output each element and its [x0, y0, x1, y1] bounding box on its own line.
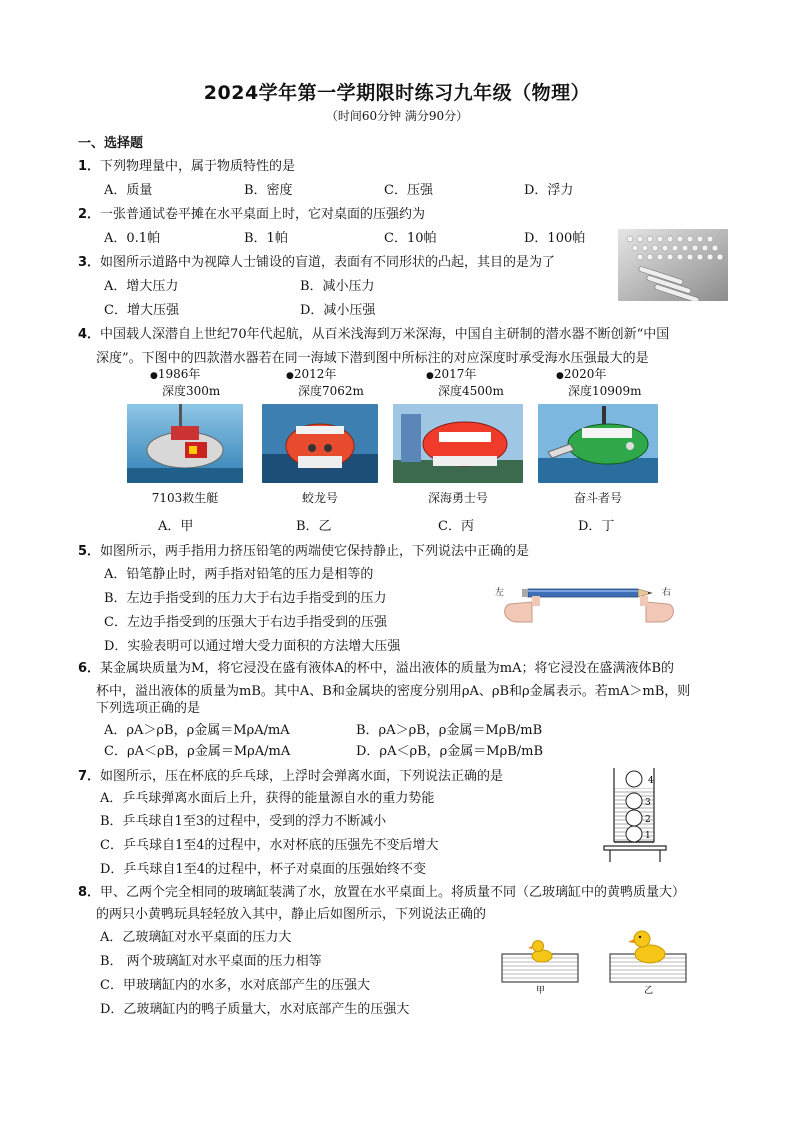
sub4-label: ●2020年 深度10909m	[556, 367, 642, 398]
q6-option-b: B．ρA＞ρB，ρ金属＝MρB/mB	[356, 723, 543, 738]
question-text: 如图所示，两手指用力挤压铅笔的两端使它保持静止，下列说法中正确的是	[100, 544, 530, 559]
q1-option-d: D．浮力	[524, 183, 574, 198]
q3-option-b: B．减小压力	[300, 279, 375, 294]
question-4-line2: 深度”。下图中的四款潜水器若在同一海域下潜到图中所标注的对应深度时承受海水压强最大的是	[96, 351, 649, 366]
question-2	[78, 203, 425, 222]
sub4-depth: 深度10909m	[568, 384, 642, 398]
question-text: 一张普通试卷平摊在水平桌面上时，它对桌面的压强约为	[100, 207, 426, 222]
duck-tanks-figure	[498, 924, 698, 994]
q7-option-d: D．乒乓球自1至4的过程中，杯子对桌面的压强始终不变	[100, 862, 426, 877]
question-number: 7．	[78, 769, 101, 784]
question-number: 1．	[78, 159, 101, 174]
q3-option-d: D．减小压强	[300, 303, 376, 318]
ball-label-2: 2	[645, 815, 651, 825]
q7-option-c: C．乒乓球自1至4的过程中，水对杯底的压强先不变后增大	[100, 838, 439, 853]
question-3	[78, 251, 555, 270]
question-6-line2: 杯中，溢出液体的质量为mB。其中A、B和金属块的密度分别用ρA、ρB和ρ金属表示。若mA＞mB，则	[96, 684, 691, 699]
left-label: 左	[495, 588, 505, 598]
question-7	[78, 765, 503, 784]
q1-option-c: C．压强	[384, 183, 433, 198]
q6-option-c: C．ρA＜ρB，ρ金属＝MρA/mA	[104, 744, 291, 759]
q4-option-c: C．丙	[438, 519, 474, 534]
fendouzhe-photo	[538, 404, 658, 483]
submersible-7103-photo	[127, 404, 243, 483]
q5-option-a: A．铅笔静止时，两手指对铅笔的压力是相等的	[104, 567, 374, 582]
sub1-year: 1986年	[157, 367, 201, 381]
ball-label-3: 3	[645, 798, 651, 808]
right-label: 右	[662, 588, 672, 598]
question-text: 下列物理量中，属于物质特性的是	[100, 159, 296, 174]
sub2-label: ●2012年 深度7062m	[286, 367, 364, 398]
tactile-paving-photo	[618, 229, 728, 301]
q2-option-d: D．100帕	[524, 231, 586, 246]
q4-option-b: B．乙	[296, 519, 332, 534]
question-6	[78, 657, 674, 676]
sub4-year: 2020年	[563, 367, 607, 381]
sub4-name: 奋斗者号	[573, 491, 622, 505]
question-number: 3．	[78, 255, 101, 270]
q8-option-d: D．乙玻璃缸内的鸭子质量大，水对底部产生的压强大	[100, 1002, 410, 1017]
sub3-label: ●2017年 深度4500m	[426, 367, 504, 398]
sub2-name: 蛟龙号	[301, 491, 338, 505]
question-number: 4．	[78, 327, 101, 342]
q7-option-a: A．乒乓球弹离水面后上升，获得的能量源自水的重力势能	[100, 791, 435, 806]
question-text: 中国载人深潜自上世纪70年代起航，从百米浅海到万米深海，中国自主研制的潜水器不断创新“中国	[100, 327, 670, 342]
question-5	[78, 540, 529, 559]
q5-option-c: C．左边手指受到的压强大于右边手指受到的压强	[104, 615, 387, 630]
q3-option-a: A．增大压力	[104, 279, 179, 294]
question-text: 如图所示，压在杯底的乒乓球，上浮时会弹离水面，下列说法正确的是	[100, 769, 504, 784]
q6-option-a: A．ρA＞ρB，ρ金属＝MρA/mA	[104, 723, 290, 738]
page-title: 2024学年第一学期限时练习九年级（物理）	[203, 82, 591, 104]
q8-option-a: A．乙玻璃缸对水平桌面的压力大	[100, 930, 292, 945]
question-8	[78, 881, 685, 900]
question-text: 某金属块质量为M，将它浸没在盛有液体A的杯中，溢出液体的质量为mA；将它浸没在盛满液体B的	[100, 661, 675, 676]
question-6-line3: 下列选项正确的是	[96, 701, 201, 716]
ping-pong-cup-figure	[600, 766, 672, 866]
q2-option-c: C．10帕	[384, 231, 437, 246]
question-text: 甲、乙两个完全相同的玻璃缸装满了水，放置在水平桌面上。将质量不同（乙玻璃缸中的黄鸭质量大）	[100, 885, 686, 900]
question-text: 如图所示道路中为视障人士铺设的盲道，表面有不同形状的凸起，其目的是为了	[100, 255, 556, 270]
question-number: 2．	[78, 207, 101, 222]
question-number: 6．	[78, 661, 101, 676]
q3-option-c: C．增大压强	[104, 303, 179, 318]
page-subtitle: （时间60分钟 满分90分）	[325, 109, 469, 123]
question-4	[78, 323, 669, 342]
sub3-depth: 深度4500m	[438, 384, 504, 398]
q4-option-d: D．丁	[578, 519, 615, 534]
pencil-figure	[492, 576, 682, 624]
sub1-name: 7103救生艇	[151, 491, 219, 505]
question-8-line2: 的两只小黄鸭玩具轻轻放入其中，静止后如图所示，下列说法正确的	[96, 907, 487, 922]
shenhai-yongshi-photo	[393, 404, 523, 483]
q2-option-a: A．0.1帕	[104, 231, 161, 246]
ball-label-4: 4	[648, 776, 654, 786]
q8-option-c: C．甲玻璃缸内的水多，水对底部产生的压强大	[100, 978, 370, 993]
tank-label-jia: 甲	[536, 986, 546, 994]
sub1-depth: 深度300m	[162, 384, 221, 398]
question-number: 5．	[78, 544, 101, 559]
sub3-year: 2017年	[433, 367, 477, 381]
sub1-label: ●1986年 深度300m	[150, 367, 221, 398]
tank-label-yi: 乙	[644, 986, 654, 994]
question-1	[78, 155, 295, 174]
sub2-year: 2012年	[293, 367, 337, 381]
ball-label-1: 1	[645, 831, 651, 841]
q2-option-b: B．1帕	[244, 231, 288, 246]
q4-option-a: A．甲	[158, 519, 194, 534]
q5-option-b: B．左边手指受到的压力大于右边手指受到的压力	[104, 591, 387, 606]
q6-option-d: D．ρA＜ρB，ρ金属＝MρB/mB	[356, 744, 544, 759]
sub3-name: 深海勇士号	[427, 491, 488, 505]
q7-option-b: B．乒乓球自1至3的过程中，受到的浮力不断减小	[100, 814, 387, 829]
q8-option-b: B． 两个玻璃缸对水平桌面的压力相等	[100, 954, 322, 969]
q1-option-a: A．质量	[104, 183, 153, 198]
q5-option-d: D．实验表明可以通过增大受力面积的方法增大压强	[104, 639, 401, 654]
jiaolong-photo	[262, 404, 378, 483]
sub2-depth: 深度7062m	[298, 384, 364, 398]
question-number: 8．	[78, 885, 101, 900]
section-title: 一、选择题	[78, 136, 144, 151]
q1-option-b: B．密度	[244, 183, 293, 198]
